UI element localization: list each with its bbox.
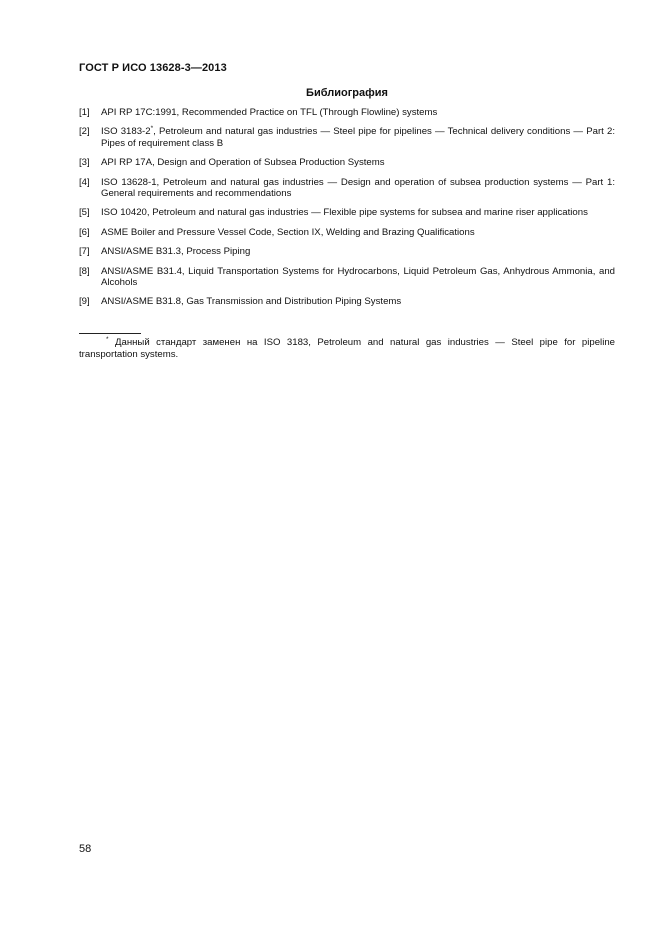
bibliography-item-text: ISO 13628-1, Petroleum and natural gas industries — Design and operation of subsea production systems — Part 1: General requirements and recommendations (101, 176, 615, 200)
bibliography-item-number: [3] (79, 157, 90, 169)
bibliography-list (79, 107, 615, 316)
bibliography-item-text: ISO 10420, Petroleum and natural gas industries — Flexible pipe systems for subsea and marine riser applications (101, 207, 588, 219)
bibliography-item-number: [9] (79, 296, 90, 308)
bibliography-item-number: [8] (79, 265, 90, 277)
bibliography-item (79, 227, 615, 238)
footnote-reference: * (150, 125, 154, 133)
bibliography-item (79, 296, 615, 307)
bibliography-item-number: [1] (79, 107, 90, 118)
bibliography-item-number: [2] (79, 126, 90, 138)
footnote-divider (79, 333, 141, 334)
bibliography-item (79, 177, 615, 200)
bibliography-item (79, 157, 615, 168)
bibliography-item (79, 266, 615, 289)
bibliography-item (79, 207, 615, 218)
bibliography-item-number: [5] (79, 207, 90, 219)
bibliography-item (79, 126, 615, 149)
bibliography-item-text (101, 126, 615, 149)
document-header: ГОСТ Р ИСО 13628-3—2013 (79, 62, 227, 74)
bibliography-item-number: [4] (79, 176, 90, 188)
bibliography-item-text: API RP 17C:1991, Recommended Practice on TFL (Through Flowline) systems (101, 107, 438, 118)
page-number: 58 (79, 843, 92, 855)
footnote-text: Данный стандарт заменен на ISO 3183, Petroleum and natural gas industries — Steel pipe for pipeline transportation systems. (79, 337, 615, 360)
bibliography-item-text: ANSI/ASME B31.4, Liquid Transportation Systems for Hydrocarbons, Liquid Petroleum Gas, Anhydrous Ammonia, and Alcohols (101, 265, 615, 289)
bibliography-item-text: ANSI/ASME B31.3, Process Piping (101, 246, 251, 258)
bibliography-item-text-end: , Petroleum and natural gas industries — Steel pipe for pipelines — Technical delivery conditions — Part 2: Pipes of requirement class B (101, 126, 615, 149)
bibliography-item-number: [6] (79, 226, 90, 238)
footnote (79, 337, 615, 360)
bibliography-item-text: ASME Boiler and Pressure Vessel Code, Section IX, Welding and Brazing Qualifications (101, 226, 475, 238)
bibliography-title: Библиография (306, 87, 388, 99)
bibliography-item-text: ANSI/ASME B31.8, Gas Transmission and Distribution Piping Systems (101, 296, 402, 308)
bibliography-item (79, 107, 615, 118)
bibliography-item-text-start: ISO 3183-2 (101, 126, 151, 138)
bibliography-item (79, 246, 615, 257)
footnote-marker: * (106, 336, 109, 343)
bibliography-item-text: API RP 17A, Design and Operation of Subsea Production Systems (101, 157, 385, 169)
bibliography-item-number: [7] (79, 246, 90, 258)
